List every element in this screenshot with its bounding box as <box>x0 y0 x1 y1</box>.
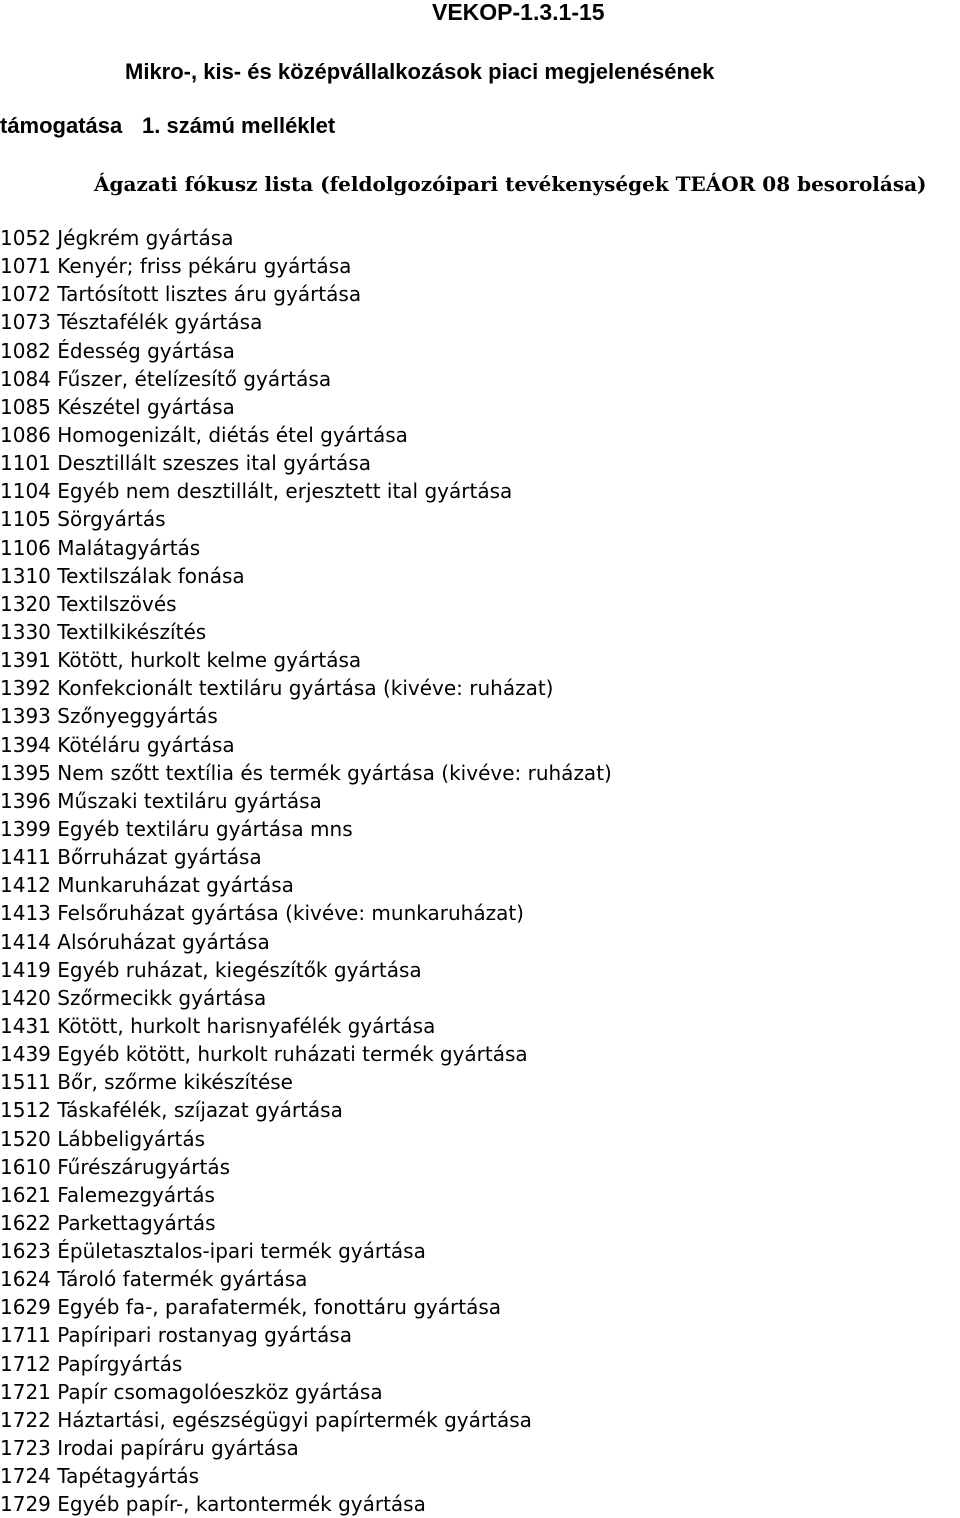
list-item <box>0 590 612 618</box>
sector-name: Tésztafélék gyártása <box>57 310 263 335</box>
sector-name: Sörgyártás <box>57 507 166 532</box>
sector-name: Malátagyártás <box>57 535 201 560</box>
list-item <box>0 365 612 393</box>
list-item <box>0 477 612 505</box>
program-code: VEKOP-1.3.1-15 <box>432 0 605 25</box>
list-item <box>0 224 612 252</box>
list-item <box>0 646 612 674</box>
sector-code: 1071 <box>0 254 51 279</box>
sector-code: 1106 <box>0 535 51 560</box>
sector-code: 1622 <box>0 1210 51 1235</box>
list-item <box>0 393 612 421</box>
sector-name: Édesség gyártása <box>57 338 235 363</box>
sector-code: 1310 <box>0 563 51 588</box>
list-item <box>0 1209 612 1237</box>
sector-name: Fűszer, ételízesítő gyártása <box>57 366 332 391</box>
sector-code: 1512 <box>0 1098 51 1123</box>
list-item <box>0 759 612 787</box>
program-title-line2 <box>0 112 336 140</box>
sector-name: Készétel gyártása <box>57 394 235 419</box>
list-item <box>0 1181 612 1209</box>
list-item <box>0 1350 612 1378</box>
sector-name: Egyéb nem desztillált, erjesztett ital gyártása <box>57 479 513 504</box>
sector-name: Kötött, hurkolt kelme gyártása <box>57 648 362 673</box>
sector-code: 1391 <box>0 648 51 673</box>
sector-name: Papírgyártás <box>57 1351 183 1376</box>
sector-code: 1610 <box>0 1154 51 1179</box>
sector-name: Tartósított lisztes áru gyártása <box>57 282 362 307</box>
sector-name: Textilszálak fonása <box>57 563 245 588</box>
list-item <box>0 308 612 336</box>
sector-name: Lábbeligyártás <box>57 1126 205 1151</box>
sector-code: 1399 <box>0 816 51 841</box>
sector-code: 1414 <box>0 929 51 954</box>
sector-code: 1085 <box>0 394 51 419</box>
sector-name: Parkettagyártás <box>57 1210 216 1235</box>
sector-name: Textilkikészítés <box>57 619 207 644</box>
list-item <box>0 1153 612 1181</box>
list-item <box>0 815 612 843</box>
list-item <box>0 1378 612 1406</box>
sector-name: Egyéb papír-, kartontermék gyártása <box>57 1492 426 1517</box>
list-item <box>0 674 612 702</box>
sector-name: Nem szőtt textília és termék gyártása (kivéve: ruházat) <box>57 760 612 785</box>
sector-code: 1104 <box>0 479 51 504</box>
sector-code: 1105 <box>0 507 51 532</box>
list-item <box>0 843 612 871</box>
sector-name: Alsóruházat gyártása <box>57 929 270 954</box>
list-item <box>0 1125 612 1153</box>
sector-name: Tároló fatermék gyártása <box>57 1267 308 1292</box>
sector-name: Egyéb textiláru gyártása mns <box>57 816 353 841</box>
sector-code: 1729 <box>0 1492 51 1517</box>
sector-code: 1711 <box>0 1323 51 1348</box>
sector-name: Szőnyeggyártás <box>57 704 218 729</box>
sector-code: 1723 <box>0 1436 51 1461</box>
sector-code: 1431 <box>0 1013 51 1038</box>
sector-name: Kenyér; friss pékáru gyártása <box>57 254 352 279</box>
list-item <box>0 1265 612 1293</box>
list-item <box>0 252 612 280</box>
sector-code: 1623 <box>0 1239 51 1264</box>
sector-code: 1412 <box>0 873 51 898</box>
sector-code: 1439 <box>0 1042 51 1067</box>
sector-code: 1393 <box>0 704 51 729</box>
sector-name: Épületasztalos-ipari termék gyártása <box>57 1239 426 1264</box>
sector-name: Desztillált szeszes ital gyártása <box>57 451 371 476</box>
sector-name: Műszaki textiláru gyártása <box>57 788 322 813</box>
list-item <box>0 337 612 365</box>
sector-code: 1396 <box>0 788 51 813</box>
list-item <box>0 421 612 449</box>
sector-name: Textilszövés <box>57 591 177 616</box>
list-item <box>0 1096 612 1124</box>
sector-code: 1330 <box>0 619 51 644</box>
list-item <box>0 956 612 984</box>
sector-code: 1413 <box>0 901 51 926</box>
sector-name: Felsőruházat gyártása (kivéve: munkaruházat) <box>57 901 524 926</box>
sector-list <box>0 224 612 1518</box>
sector-code: 1722 <box>0 1407 51 1432</box>
sector-code: 1320 <box>0 591 51 616</box>
list-item <box>0 1040 612 1068</box>
sector-name: Tapétagyártás <box>57 1464 200 1489</box>
sector-code: 1721 <box>0 1379 51 1404</box>
sector-name: Egyéb kötött, hurkolt ruházati termék gyártása <box>57 1042 528 1067</box>
sector-code: 1411 <box>0 845 51 870</box>
sector-code: 1101 <box>0 451 51 476</box>
sector-code: 1395 <box>0 760 51 785</box>
list-item <box>0 534 612 562</box>
sector-name: Bőr, szőrme kikészítése <box>57 1070 293 1095</box>
sector-name: Falemezgyártás <box>57 1182 215 1207</box>
list-item <box>0 1237 612 1265</box>
list-item <box>0 984 612 1012</box>
list-item <box>0 562 612 590</box>
program-title-line1: Mikro-, kis- és középvállalkozások piaci megjelenésének <box>125 59 715 84</box>
sector-name: Jégkrém gyártása <box>57 226 234 250</box>
list-item <box>0 1293 612 1321</box>
sector-name: Egyéb ruházat, kiegészítők gyártása <box>57 957 422 982</box>
sector-code: 1086 <box>0 422 51 447</box>
list-item <box>0 618 612 646</box>
sector-code: 1072 <box>0 282 51 307</box>
sector-name: Szőrmecikk gyártása <box>57 985 267 1010</box>
list-item <box>0 871 612 899</box>
annex-label: 1. számú melléklet <box>142 113 336 138</box>
list-item <box>0 505 612 533</box>
sector-code: 1392 <box>0 676 51 701</box>
list-item <box>0 899 612 927</box>
sector-code: 1394 <box>0 732 51 757</box>
sector-code: 1511 <box>0 1070 51 1095</box>
sector-code: 1520 <box>0 1126 51 1151</box>
sector-name: Táskafélék, szíjazat gyártása <box>57 1098 343 1123</box>
sector-name: Fűrészárugyártás <box>57 1154 231 1179</box>
sector-code: 1419 <box>0 957 51 982</box>
sector-code: 1082 <box>0 338 51 363</box>
sector-name: Konfekcionált textiláru gyártása (kivéve: ruházat) <box>57 676 554 701</box>
sector-name: Irodai papíráru gyártása <box>57 1436 299 1461</box>
sector-name: Háztartási, egészségügyi papírtermék gyártása <box>57 1407 532 1432</box>
sector-name: Kötéláru gyártása <box>57 732 235 757</box>
sector-code: 1084 <box>0 366 51 391</box>
list-item <box>0 702 612 730</box>
list-item <box>0 280 612 308</box>
sector-code: 1724 <box>0 1464 51 1489</box>
sector-code: 1621 <box>0 1182 51 1207</box>
sector-code: 1052 <box>0 226 51 250</box>
list-item <box>0 449 612 477</box>
list-item <box>0 928 612 956</box>
program-title-line2-text: támogatása <box>0 113 123 138</box>
sector-code: 1629 <box>0 1295 51 1320</box>
list-item <box>0 1406 612 1434</box>
list-item <box>0 1068 612 1096</box>
sector-name: Bőrruházat gyártása <box>57 845 262 870</box>
sector-code: 1624 <box>0 1267 51 1292</box>
list-item <box>0 1490 612 1518</box>
sector-name: Papíripari rostanyag gyártása <box>57 1323 352 1348</box>
sector-code: 1420 <box>0 985 51 1010</box>
sector-code: 1073 <box>0 310 51 335</box>
list-item <box>0 1462 612 1490</box>
sector-name: Munkaruházat gyártása <box>57 873 294 898</box>
document-title: Ágazati fókusz lista (feldolgozóipari tevékenységek TEÁOR 08 besorolása) <box>94 172 927 196</box>
sector-code: 1712 <box>0 1351 51 1376</box>
list-item <box>0 1434 612 1462</box>
sector-name: Homogenizált, diétás étel gyártása <box>57 422 408 447</box>
sector-name: Kötött, hurkolt harisnyafélék gyártása <box>57 1013 436 1038</box>
list-item <box>0 1012 612 1040</box>
sector-name: Egyéb fa-, parafatermék, fonottáru gyártása <box>57 1295 502 1320</box>
list-item <box>0 731 612 759</box>
list-item <box>0 1321 612 1349</box>
list-item <box>0 787 612 815</box>
sector-name: Papír csomagolóeszköz gyártása <box>57 1379 383 1404</box>
